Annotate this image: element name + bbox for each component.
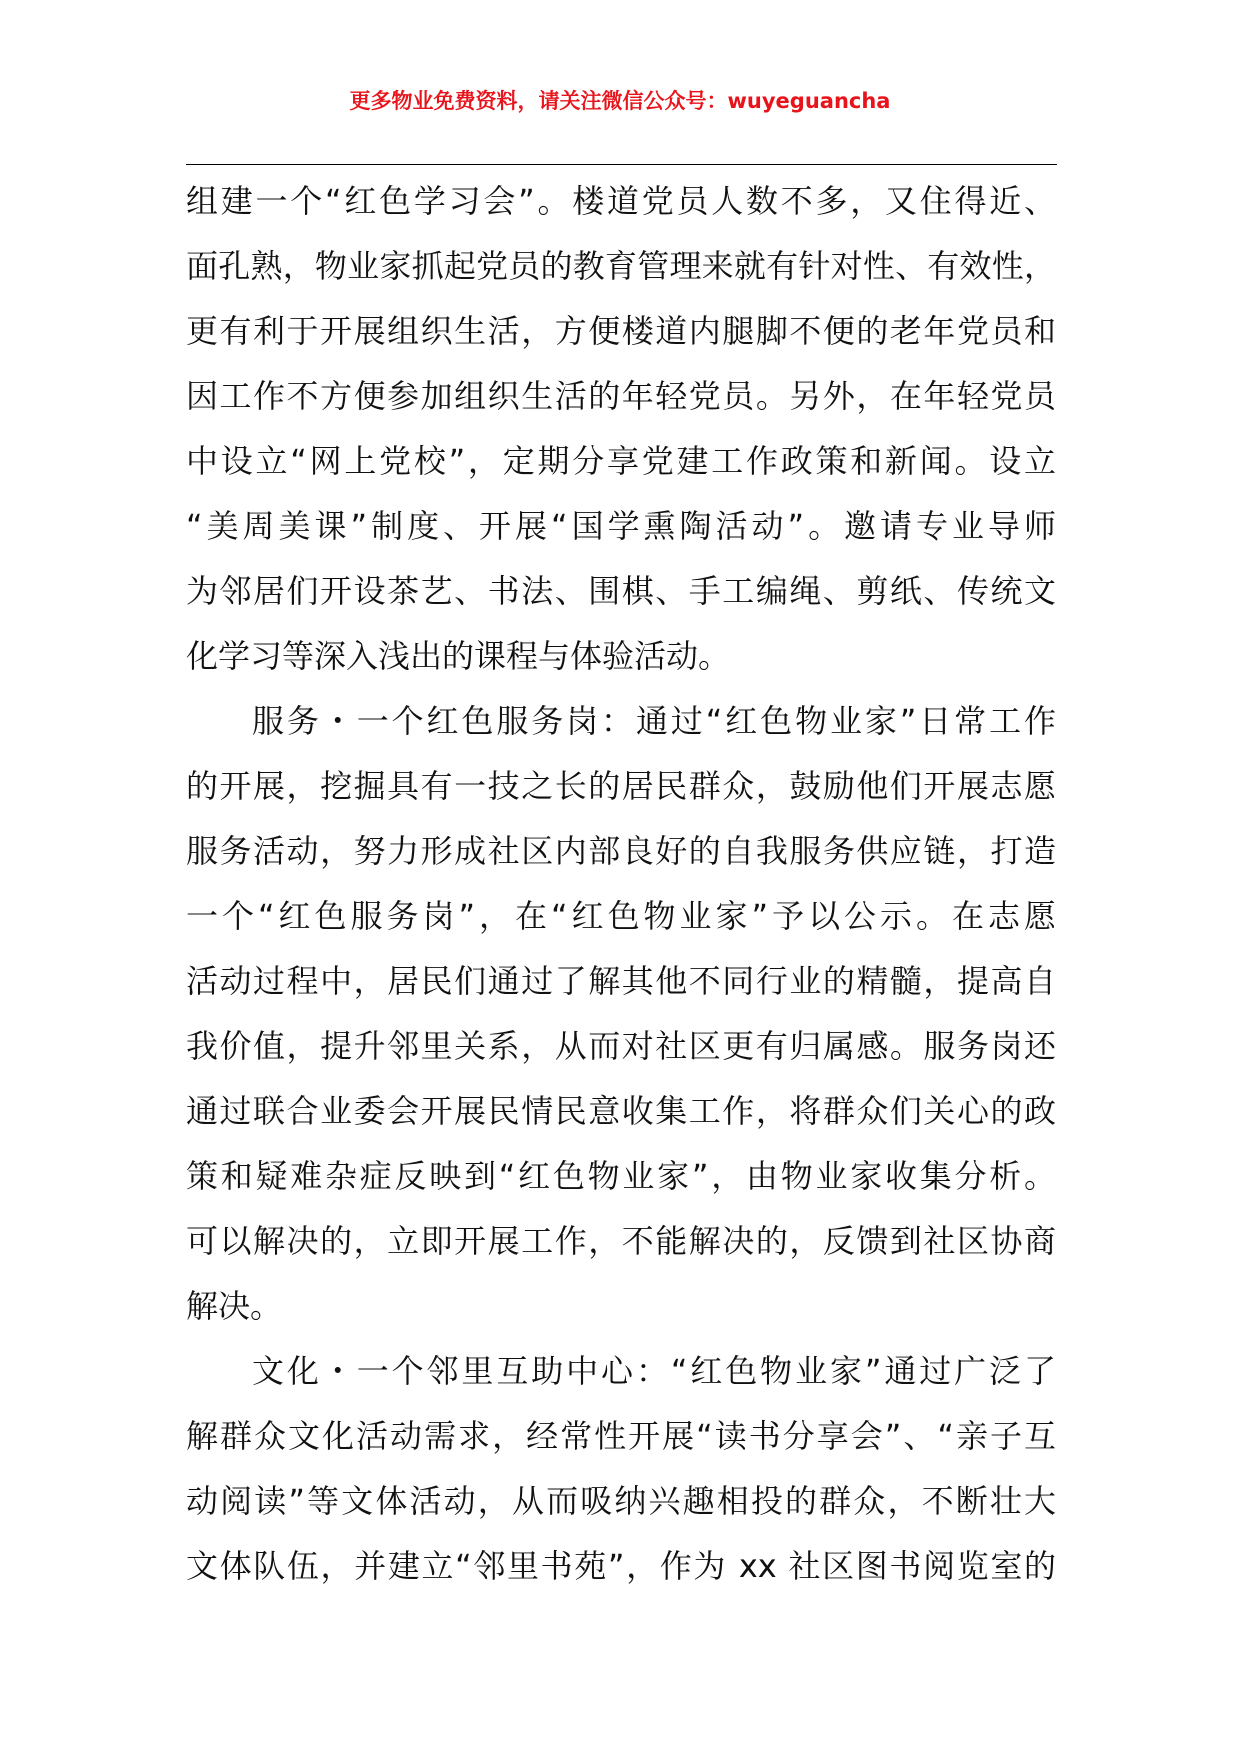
text-line: 活动过程中，居民们通过了解其他不同行业的精髓，提高自 [186,962,1056,1000]
header-note: 更多物业免费资料，请关注微信公众号：wuyeguancha [349,89,891,113]
text-line: 更有利于开展组织生活，方便楼道内腿脚不便的老年党员和 [186,312,1056,350]
text-line: 面孔熟，物业家抓起党员的教育管理来就有针对性、有效性， [186,247,1056,285]
text-line: 可以解决的，立即开展工作，不能解决的，反馈到社区协商 [186,1222,1056,1260]
text-line: 动阅读”等文体活动，从而吸纳兴趣相投的群众，不断壮大 [186,1482,1056,1520]
text-line: 文体队伍，并建立“邻里书苑”，作为 xx 社区图书阅览室的 [186,1547,1056,1585]
text-line: “美周美课”制度、开展“国学熏陶活动”。邀请专业导师 [186,507,1056,545]
text-line: 因工作不方便参加组织生活的年轻党员。另外，在年轻党员 [186,377,1056,415]
paragraph-service-first-line: 服务・一个红色服务岗：通过“红色物业家”日常工作 [252,702,1056,740]
text-line: 解决。 [186,1287,283,1325]
paragraph-culture-first-line: 文化・一个邻里互助中心：“红色物业家”通过广泛了 [252,1352,1056,1390]
text-line: 化学习等深入浅出的课程与体验活动。 [186,637,731,675]
text-line: 通过联合业委会开展民情民意收集工作，将群众们关心的政 [186,1092,1056,1130]
text-line: 一个“红色服务岗”，在“红色物业家”予以公示。在志愿 [186,897,1056,935]
document-body [186,169,1056,1599]
header-divider [186,164,1057,165]
text-line: 为邻居们开设茶艺、书法、围棋、手工编绳、剪纸、传统文 [186,572,1056,610]
text-line: 的开展，挖掘具有一技之长的居民群众，鼓励他们开展志愿 [186,767,1056,805]
text-line: 解群众文化活动需求，经常性开展“读书分享会”、“亲子互 [186,1417,1056,1455]
text-line: 我价值，提升邻里关系，从而对社区更有归属感。服务岗还 [186,1027,1056,1065]
text-line: 策和疑难杂症反映到“红色物业家”，由物业家收集分析。 [186,1157,1056,1195]
text-line: 中设立“网上党校”，定期分享党建工作政策和新闻。设立 [186,442,1056,480]
text-line: 服务活动，努力形成社区内部良好的自我服务供应链，打造 [186,832,1056,870]
text-line: 组建一个“红色学习会”。楼道党员人数不多，又住得近、 [186,182,1056,220]
